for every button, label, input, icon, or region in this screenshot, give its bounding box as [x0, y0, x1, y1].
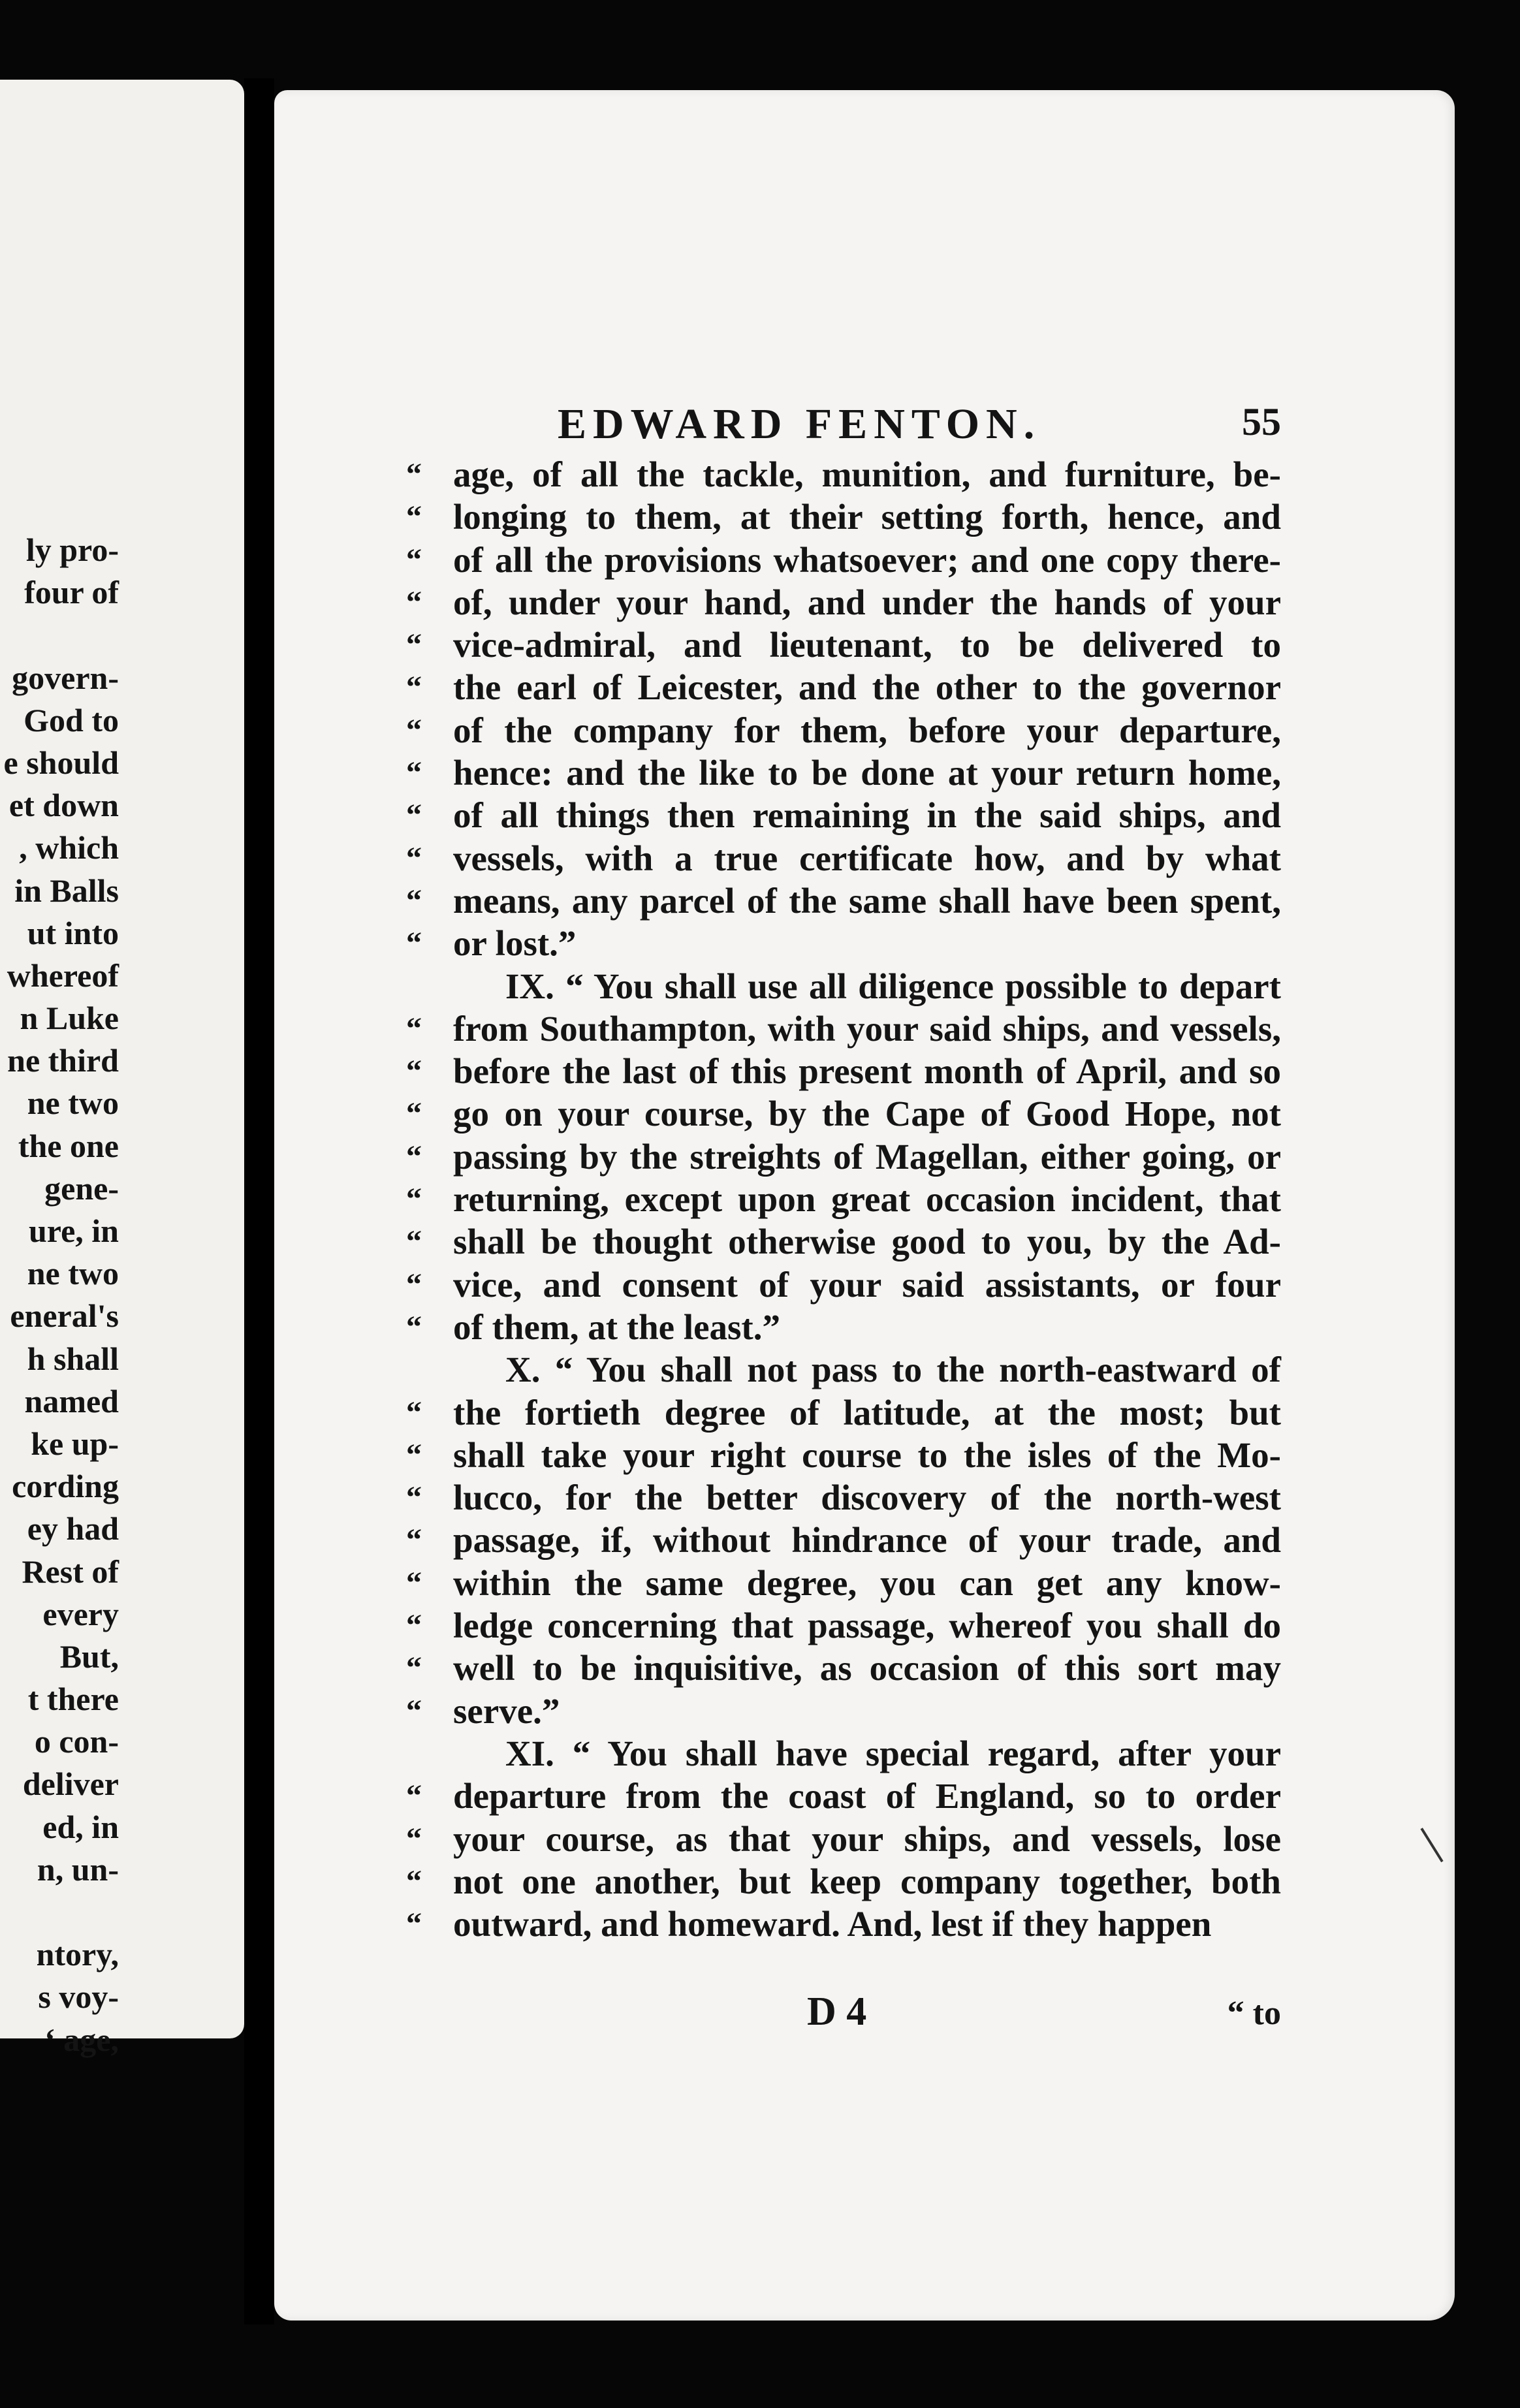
line-text: of them, at the least.” [453, 1307, 780, 1347]
line-text: of the company for them, before your departure, [453, 710, 1281, 750]
quote-mark: “ [406, 1182, 422, 1217]
line-text: means, any parcel of the same shall have been spent, [453, 880, 1281, 921]
text-line [406, 581, 1281, 624]
text-line [406, 1306, 1281, 1348]
left-fragment-line: gene- [44, 1169, 119, 1207]
text-line [406, 624, 1281, 666]
quote-mark: “ [406, 1139, 422, 1174]
line-text: of all the provisions whatsoever; and one copy there- [453, 539, 1281, 580]
body-text [406, 453, 1281, 1945]
text-line [406, 879, 1281, 922]
text-line [406, 1391, 1281, 1434]
quote-mark: “ [406, 1565, 422, 1600]
left-fragment-line: govern- [12, 659, 119, 696]
left-fragment-line: cording [12, 1468, 119, 1505]
line-text: serve.” [453, 1690, 560, 1731]
left-fragment-line: ‘ age, [44, 2021, 119, 2058]
text-line [406, 1178, 1281, 1220]
text-line [406, 1604, 1281, 1647]
text-line [406, 539, 1281, 581]
quote-mark: “ [406, 1651, 422, 1686]
left-fragment-line [0, 614, 243, 656]
left-fragment-line: n, un- [37, 1850, 119, 1888]
left-fragment-line: deliver [22, 1766, 119, 1803]
left-fragment-line: But, [59, 1638, 119, 1675]
quote-mark: “ [406, 1863, 422, 1899]
line-text: passage, if, without hindrance of your trade, and [453, 1520, 1281, 1560]
text-line [406, 1434, 1281, 1476]
line-text: of, under your hand, and under the hands of your [453, 582, 1281, 622]
quote-mark: “ [406, 1821, 422, 1856]
left-fragment-line: ut into [27, 914, 119, 951]
left-fragment-line [0, 1891, 243, 1933]
running-head: EDWARD FENTON. [558, 400, 1041, 448]
quote-mark: “ [406, 1693, 422, 1728]
text-line [406, 1092, 1281, 1135]
left-fragment-line: s voy- [38, 1978, 119, 2016]
text-line [406, 709, 1281, 752]
line-text: not one another, but keep company together, both [453, 1861, 1281, 1901]
quote-mark: “ [406, 457, 422, 492]
text-line [406, 1007, 1281, 1050]
text-line [406, 1647, 1281, 1689]
line-text: age, of all the tackle, munition, and furniture, be- [453, 454, 1281, 494]
quote-mark: “ [406, 542, 422, 577]
left-fragment-line: four of [24, 574, 119, 611]
text-line [406, 1135, 1281, 1178]
line-text: within the same degree, you can get any know- [453, 1562, 1281, 1603]
left-fragment-line: h shall [27, 1340, 119, 1377]
quote-mark: “ [406, 499, 422, 535]
text-line [406, 1562, 1281, 1604]
line-text: lucco, for the better discovery of the north-west [453, 1478, 1281, 1518]
left-fragment-line: n Luke [20, 1000, 119, 1037]
text-line [406, 1476, 1281, 1519]
quote-mark: “ [406, 755, 422, 791]
text-line [406, 666, 1281, 708]
gutter-shadow [244, 78, 274, 2324]
quote-mark: “ [406, 1054, 422, 1089]
text-line [406, 496, 1281, 538]
line-text: returning, except upon great occasion incident, that [453, 1179, 1281, 1220]
quote-mark: “ [406, 1267, 422, 1302]
line-text: before the last of this present month of April, and so [453, 1051, 1281, 1092]
line-text: You shall use all diligence possible to depart [593, 966, 1281, 1006]
left-fragment-line: every [42, 1595, 119, 1632]
left-fragment-line: o con- [34, 1723, 119, 1760]
line-text: departure from the coast of England, so to order [453, 1776, 1281, 1816]
text-line [406, 922, 1281, 964]
quote-mark: “ [406, 627, 422, 663]
left-fragment-line: eneral's [10, 1297, 119, 1335]
text-line [406, 1263, 1281, 1306]
text-line [406, 1220, 1281, 1263]
left-fragment-line: , which [19, 829, 119, 866]
page-footer [807, 1989, 1281, 2041]
article-number: X. “ [505, 1350, 573, 1390]
left-fragment-line: ne two [27, 1255, 119, 1292]
quote-mark: “ [406, 1523, 422, 1558]
quote-mark: “ [406, 1309, 422, 1344]
quote-mark: “ [406, 840, 422, 876]
line-text: your course, as that your ships, and vessels, lose [453, 1818, 1281, 1859]
line-text: vice-admiral, and lieutenant, to be delivered to [453, 625, 1281, 665]
line-text: go on your course, by the Cape of Good Hope, not [453, 1094, 1281, 1134]
text-line [406, 1903, 1281, 1945]
text-line [406, 1690, 1281, 1732]
text-line [406, 453, 1281, 496]
left-page-text [0, 529, 243, 2061]
text-line [406, 1775, 1281, 1817]
left-fragment-line: in Balls [14, 872, 119, 909]
text-line [406, 837, 1281, 879]
text-line [406, 1860, 1281, 1903]
left-fragment-line: et down [8, 787, 119, 824]
left-fragment-line: named [24, 1382, 119, 1419]
page-header [558, 400, 1281, 452]
left-fragment-line: ly pro- [25, 531, 119, 568]
left-fragment-line: ed, in [42, 1808, 119, 1845]
quote-mark: “ [406, 883, 422, 918]
text-line [406, 1348, 1281, 1391]
quote-mark: “ [406, 1907, 422, 1942]
line-text: You shall not pass to the north-eastward of [586, 1350, 1281, 1390]
quote-mark: “ [406, 1011, 422, 1046]
line-text: passing by the streights of Magellan, either going, or [453, 1136, 1281, 1177]
line-text: vice, and consent of your said assistants, or four [453, 1264, 1281, 1305]
left-fragment-line: ey had [27, 1510, 119, 1547]
line-text: outward, and homeward. And, lest if they happen [453, 1904, 1212, 1944]
quote-mark: “ [406, 1480, 422, 1515]
text-line [406, 1818, 1281, 1860]
catchword: “ to [1227, 1995, 1281, 2032]
left-page-fragment [0, 80, 244, 2058]
line-text: or lost.” [453, 923, 577, 964]
line-text: vessels, with a true certificate how, and by what [453, 838, 1281, 878]
quote-mark: “ [406, 798, 422, 833]
article-number: XI. “ [505, 1733, 591, 1773]
line-text: hence: and the like to be done at your return home, [453, 753, 1281, 793]
text-line [406, 1050, 1281, 1092]
left-fragment-line: God to [24, 701, 119, 738]
left-fragment-line: Rest of [22, 1553, 119, 1590]
left-fragment-line: ntory, [36, 1936, 119, 1973]
signature-mark: D 4 [807, 1989, 867, 2034]
left-fragment-line: the one [18, 1127, 119, 1164]
quote-mark: “ [406, 1096, 422, 1132]
article-number: IX. “ [505, 966, 584, 1006]
text-line [406, 965, 1281, 1007]
text-line [406, 1519, 1281, 1561]
line-text: shall take your right course to the isles of the Mo- [453, 1434, 1281, 1475]
line-text: shall be thought otherwise good to you, by the Ad- [453, 1222, 1281, 1262]
left-fragment-line: ke up- [31, 1425, 119, 1462]
line-text: the fortieth degree of latitude, at the most; but [453, 1392, 1281, 1433]
quote-mark: “ [406, 712, 422, 748]
line-text: from Southampton, with your said ships, and vessels, [453, 1008, 1281, 1049]
quote-mark: “ [406, 584, 422, 620]
left-fragment-line: t there [27, 1681, 119, 1718]
quote-mark: “ [406, 1395, 422, 1430]
left-fragment-line: ure, in [29, 1212, 119, 1249]
quote-mark: “ [406, 1608, 422, 1643]
line-text: well to be inquisitive, as occasion of this sort may [453, 1648, 1281, 1688]
left-fragment-line: ne third [7, 1042, 119, 1079]
line-text: ledge concerning that passage, whereof you shall do [453, 1606, 1281, 1646]
page-number: 55 [1242, 400, 1281, 443]
left-fragment-line: whereof [7, 957, 119, 994]
line-text: You shall have special regard, after your [607, 1733, 1282, 1773]
quote-mark: “ [406, 1779, 422, 1814]
quote-mark: “ [406, 1224, 422, 1259]
quote-mark: “ [406, 670, 422, 705]
quote-mark: “ [406, 1437, 422, 1472]
line-text: the earl of Leicester, and the other to the governor [453, 667, 1281, 708]
quote-mark: “ [406, 926, 422, 961]
line-text: of all things then remaining in the said ships, and [453, 795, 1281, 836]
text-line [406, 752, 1281, 794]
text-line [406, 794, 1281, 836]
left-fragment-line: e should [3, 744, 119, 781]
left-fragment-line: ne two [27, 1085, 119, 1122]
text-line [406, 1732, 1281, 1775]
line-text: longing to them, at their setting forth, hence, and [453, 497, 1281, 537]
